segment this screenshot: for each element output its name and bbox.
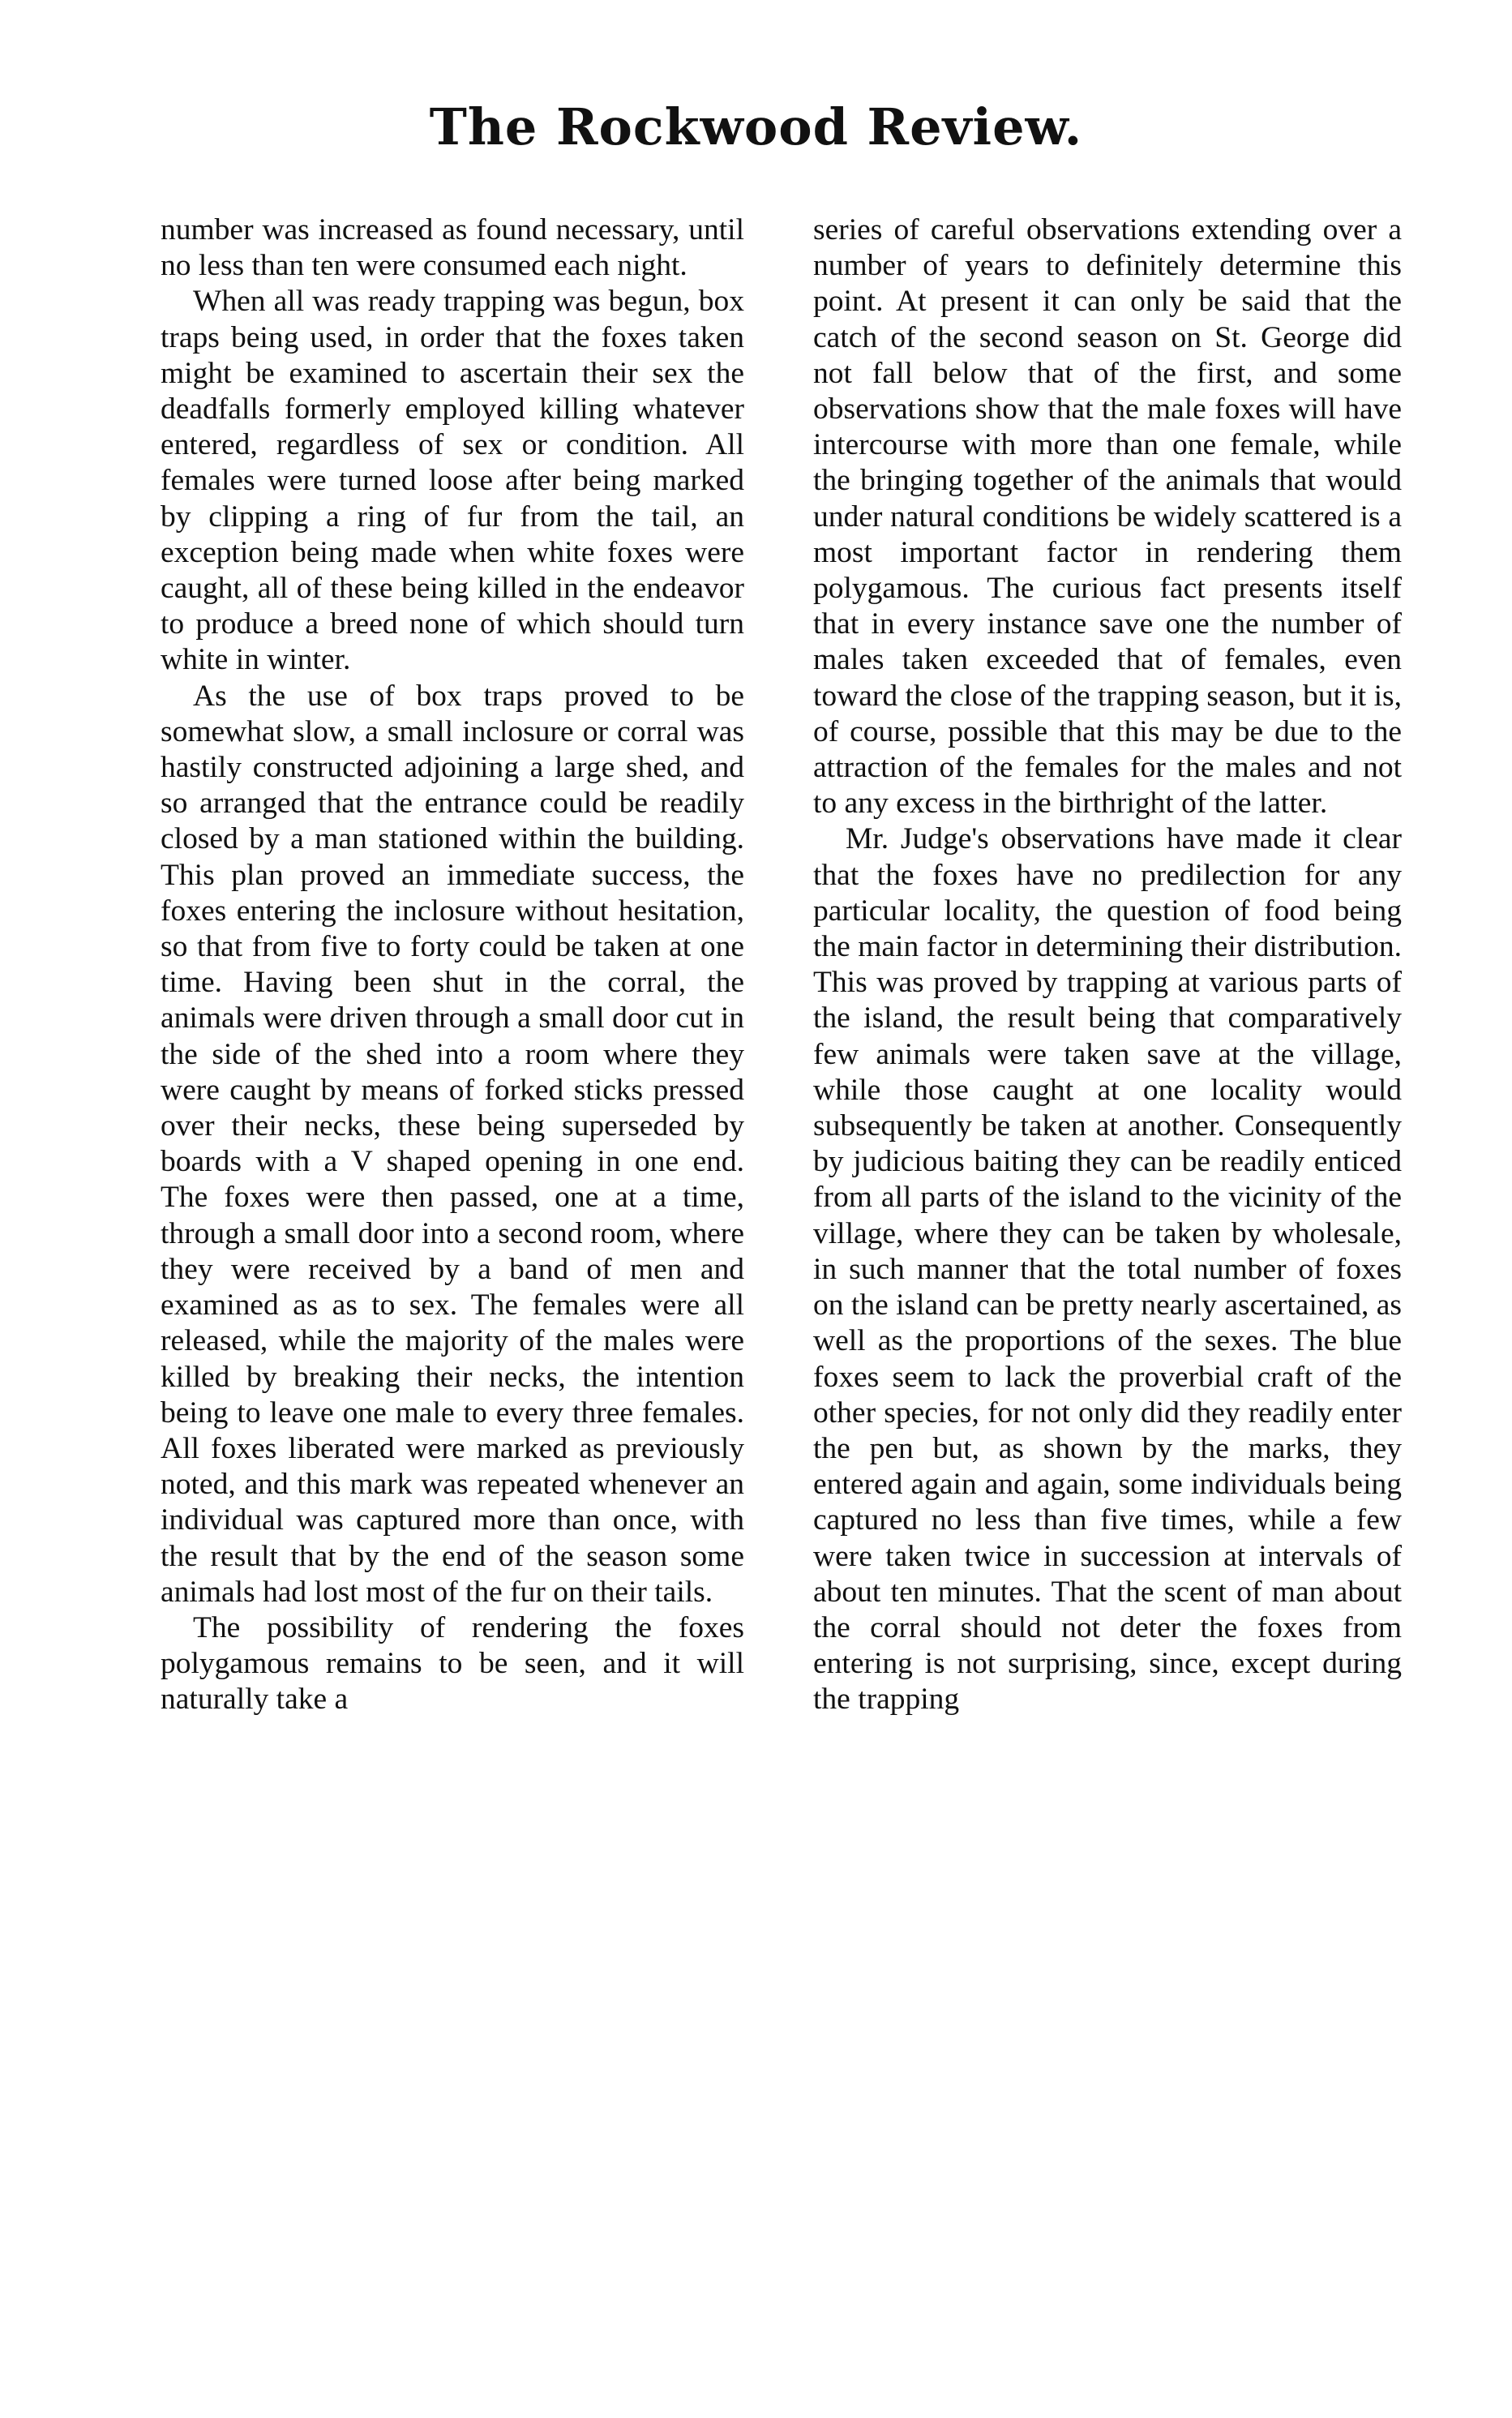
paragraph: Mr. Judge's observations have made it clear that the foxes have no predilection for any particular locality, the question of food being the main factor in determining their distribution. This was proved by trapping at various parts of the island, the result being that comparatively few animals were taken save at the village, while those caught at one locality would subsequently be taken at another. Consequently by judicious baiting they can be readily enticed from all parts of the island to the vicinity of the village, where they can be taken by wholesale, in such manner that the total number of foxes on the island can be pretty nearly ascertained, as well as the proportions of the sexes. The blue foxes seem to lack the proverbial craft of the other species, for not only did they readily enter the pen but, as shown by the marks, they entered again and again, some individuals being captured no less than five times, while a few were taken twice in succession at intervals of about ten minutes. That the scent of man about the corral should not deter the foxes from entering is not surprising, since, except during the trapping [813,822,1402,1717]
paragraph: When all was ready trapping was begun, box traps being used, in order that the foxes taken might be examined to ascertain their sex the deadfalls formerly employed killing whatever entered, regardless of sex or condition. All females were turned loose after being marked by clipping a ring of fur from the tail, an exception being made when white foxes were caught, all of these being killed in the endeavor to produce a breed none of which should turn white in winter. [161,285,744,677]
paragraph: The possibility of rendering the foxes polygamous remains to be seen, and it will naturally take a [161,1610,744,1717]
paragraph: As the use of box traps proved to be somewhat slow, a small inclosure or corral was hastily constructed adjoining a large shed, and so arranged that the entrance could be readily closed by a man stationed within the building. This plan proved an immediate success, the foxes entering the inclosure without hesitation, so that from five to forty could be taken at one time. Having been shut in the corral, the animals were driven through a small door cut in the side of the shed into a room where they were caught by means of forked sticks pressed over their necks, these being superseded by boards with a V shaped opening in one end. The foxes were then passed, one at a time, through a small door into a second room, where they were received by a band of men and examined as as to sex. The females were all released, while the majority of the males were killed by breaking their necks, the intention being to leave one male to every three females. All foxes liberated were marked as previously noted, and this mark was repeated whenever an individual was captured more than once, with the result that by the end of the season some animals had lost most of the fur on their tails. [161,679,744,1609]
text-column-left [161,212,744,1718]
paragraph: number was increased as found necessary, until no less than ten were consumed each night. [161,213,744,283]
text-column-right [813,212,1402,1718]
masthead-title: The Rockwood Review. [429,97,1083,156]
paragraph: series of careful observations extending over a number of years to definitely determine this point. At present it can only be said that the catch of the second season on St. George did not fall below that of the first, and some observations show that the male foxes will have intercourse with more than one female, while the bringing together of the animals that would under natural conditions be widely scattered is a most important factor in rendering them polygamous. The curious fact presents itself that in every instance save one the number of males taken exceeded that of females, even toward the close of the trapping season, but it is, of course, possible that this may be due to the attraction of the females for the males and not to any excess in the birthright of the latter. [813,213,1402,821]
